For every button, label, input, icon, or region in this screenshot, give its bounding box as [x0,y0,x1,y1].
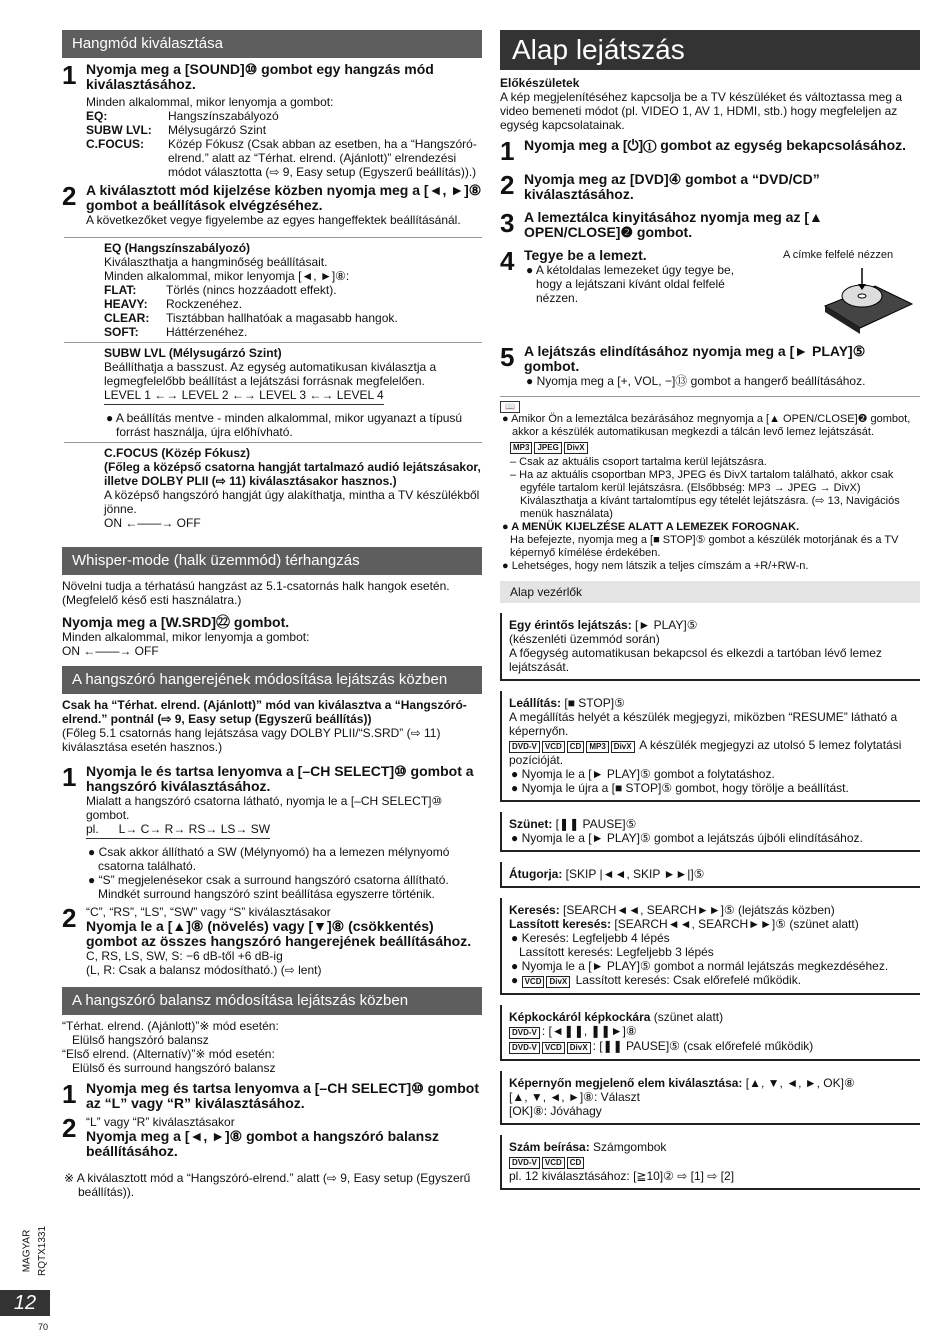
control-bullet: ● Nyomja le újra a [■ STOP]⑤ gombot, hogy törölje a beállítást. [511,781,849,795]
control-number: Szám beírása: Számgombok DVD-V VCD CD pl. 12 kiválasztásához: [≧10]② ⇨ [1] ⇨ [2] [500,1135,920,1190]
control-skip: Átugorja: [SKIP |◄◄, SKIP ►►|]⑤ [500,862,920,888]
disc-caption: A címke felfelé nézzen [783,249,894,261]
balance-line: “Térhat. elrend. (Ajánlott)”※ mód esetén: [62,1019,279,1033]
level-cycle: LEVEL 1 ←→ LEVEL 2 ←→ LEVEL 3 ←→ LEVEL 4 [104,388,384,405]
on-off-toggle-text: ON ←——→ OFF [104,516,201,530]
step-1-balance [62,1081,482,1111]
box-bold-text: (Főleg a középső csatorna hangját tartalmazó audió lejátszásakor, illetve DOLBY PLII (⇨ 11) kiválasztásakor hasznos.) [104,460,481,488]
step-number: 1 [500,136,515,166]
control-bullet: ● Keresés: Legfeljebb 4 lépés [511,931,670,945]
side-label [21,1220,54,1282]
section-title-sound-mode: Hangmód kiválasztása [62,30,482,58]
volume-condition: Csak ha “Térhat. elrend. (Ajánlott)” mód van kiválasztva a “Hangszóró-elrend.” pontnál (⇨ 9, Easy setup (Egyszerű beállítás)) [62,698,467,726]
balance-line: Elülső hangszóró balansz [72,1033,209,1047]
box-text: Minden alkalommal, mikor lenyomja [◄, ►]⑧: [104,269,350,283]
box-title: EQ (Hangszínszabályozó) [104,241,251,255]
control-text: A megállítás helyét a készülék megjegyzi, miközben “RESUME” látható a képernyőn. [509,710,898,738]
step-number: 1 [62,1079,77,1109]
eq-row: HEAVY: Rockzenéhez. [104,297,243,311]
eq-box [64,237,482,342]
cfocus-box [64,442,482,533]
disc-tray-illustration [820,266,915,336]
mode-row-cfocus: C.FOCUS: Közép Fókusz (Csak abban az esetben, ha a “Hangszóró-elrend.” alatt az “Térhat. elrend. (Ajánlott)” elrendezési módot választotta (⇨ 9, Easy setup (Egyszerű beállítás)).) [86,137,477,179]
section-title-whisper: Whisper-mode (halk üzemmód) térhangzás [62,547,482,575]
eq-row: SOFT: Háttérzenéhez. [104,325,248,339]
step-2-volume [62,905,482,977]
step-bullet: ● “S” megjelenésekor csak a surround hangszóró csatorna állítható. Mindkét surround hangszóró szint beállítása egyszerre történik. [88,873,449,901]
box-text: A középső hangszóró hangját úgy alakíthatja, mintha a TV készülékből jönne. [104,488,480,516]
play-step-1 [500,138,920,164]
prep-title: Előkészületek [500,76,580,90]
step-number: 3 [500,208,515,238]
control-stop: Leállítás: [■ STOP]⑤ A megállítás helyét a készülék megjegyzi, miközben “RESUME” látható a képernyőn. DVD-V VCD CD MP3 DivX A készülék megjegyzi az utolsó 5 lemez folytatási pozícióját. ● Nyomja le a [► PLAY]⑤ gombot a folytatáshoz. ● Nyomja le újra a [■ STOP]⑤ gombot, hogy törölje a beállítást. [500,691,920,802]
control-tags-line: ● VCD DivX Lassított keresés: Csak előrefelé működik. [511,973,802,987]
step-1-sound [62,62,482,179]
control-text: (készenléti üzemmód során) [509,632,660,646]
channel-cycle: pl. L→ C→ R→ RS→ LS→ SW [86,822,270,839]
volume-text: (Főleg 5.1 csatornás hang lejátszása vagy DOLBY PLII/“S.SRD” (⇨ 11) kiválasztása esetén hasznos.) [62,726,441,754]
language-label: MAGYAR [21,1229,33,1273]
step-number: 2 [62,1113,77,1143]
step-bullet: ● Nyomja meg a [+, VOL, −]⑬ gombot a hangerő beállításához. [526,374,866,388]
play-step-3 [500,210,920,240]
notes-block [500,396,920,573]
step-text: Mialatt a hangszóró csatorna látható, nyomja le a [–CH SELECT]⑩ gombot. [86,794,443,822]
note-text: Ha befejezte, nyomja meg a [■ STOP]⑤ gombot a készülék motorjának és a TV képernyő kímélése érdekében. [510,534,899,559]
eq-row: FLAT: Törlés (nincs hozzáadott effekt). [104,283,337,297]
mode-row-subw: SUBW LVL: Mélysugárzó Szint [86,123,267,137]
box-bullet: ● A beállítás mentve - minden alkalommal, mikor ugyanazt a típusú forrást használja, újra előhívható. [106,411,463,439]
step-2-balance [62,1115,482,1159]
play-step-5 [500,344,920,388]
control-text: [▲, ▼, ◄, ►]⑧: Választ [509,1090,640,1104]
step-heading: A lemeztálca kinyitásához nyomja meg az [▲ OPEN/CLOSE]❷ gombot. [524,209,823,240]
book-icon: 📖 [500,401,520,413]
step-1-volume [62,764,482,901]
footnote: ※ A kiválasztott mód a “Hangszóró-elrend.” alatt (⇨ 9, Easy setup (Egyszerű beállítás)). [64,1171,471,1199]
step-number: 2 [500,170,515,200]
step-pre: “L” vagy “R” kiválasztásakor [86,1115,235,1129]
play-step-2 [500,172,920,202]
control-bullet: ● Nyomja le a [► PLAY]⑤ gombot a lejátszás újbóli elindításához. [511,831,863,845]
section-title-volume: A hangszóró hangerejének módosítása lejátszás közben [62,666,482,694]
format-tag: JPEG [534,442,561,454]
whisper-toggle-text: ON ←——→ OFF [62,644,159,658]
right-column [500,30,920,1190]
section-title-balance: A hangszóró balansz módosítása lejátszás közben [62,987,482,1015]
step-heading: Nyomja le a [▲]⑧ (növelés) vagy [▼]⑧ (csökkentés) gombot az összes hangszóró hangerejének beállításához. [86,918,472,949]
control-text: [OK]⑧: Jóváhagy [509,1104,602,1118]
note-tags [500,441,920,454]
control-bullet: ● Nyomja le a [► PLAY]⑤ gombot a normál lejátszás megkezdéséhez. [511,959,889,973]
page-number: 12 [0,1290,50,1316]
step-text: A következőket vegye figyelembe az egyes hangeffektek beállításánál. [86,213,461,227]
prep-text: A kép megjelenítéséhez kapcsolja be a TV készüléket és változtassa meg a video bemeneti módot (pl. VIDEO 1, AV 1, HDMI, stb.) hogy megfeleljen az egység kapcsolatainak. [500,90,903,132]
step-heading: Nyomja meg a [⏻]① gombot az egység bekapcsolásához. [524,137,907,153]
step-heading: Nyomja meg a [◄, ►]⑧ gombot a hangszóró balansz beállításához. [86,1128,439,1159]
control-search: Keresés: [SEARCH◄◄, SEARCH►►]⑤ (lejátszás közben) Lassított keresés: [SEARCH◄◄, SEARCH►►]⑤ (szünet alatt) ● Keresés: Legfeljebb 4 lépés Lassított keresés: Legfeljebb 3 lépés ● Nyomja le a [► PLAY]⑤ gombot a normál lejátszás megkezdéséhez. ● VCD DivX Lassított keresés: Csak előrefelé működik. [500,898,920,995]
control-text: Lassított keresés: Legfeljebb 3 lépés [519,945,714,959]
box-text: Beállíthatja a basszust. Az egység automatikusan kiválasztja a legmegfelelőbb beállítást a lejátszási forrásnak megfelelően. [104,360,437,388]
step-heading: Tegye be a lemezt. [524,247,647,263]
step-2-sound [62,183,482,227]
control-select: Képernyőn megjelenő elem kiválasztása: [▲, ▼, ◄, ►, OK]⑧ [▲, ▼, ◄, ►]⑧: Választ [OK]⑧: Jóváhagy [500,1071,920,1125]
step-text: (L, R: Csak a balansz módosítható.) (⇨ lent) [86,963,322,977]
step-bullet: ● A kétoldalas lemezeket úgy tegye be, hogy a lejátszani kívánt oldal felfelé nézzen. [526,263,735,305]
mode-row-eq: EQ: Hangszínszabályozó [86,109,279,123]
step-number: 2 [62,181,77,211]
controls-title: Alap vezérlők [500,581,920,603]
note-item: ● Lehetséges, hogy nem látszik a teljes címszám a +R/+RW-n. [502,560,809,572]
page-title: Alap lejátszás [500,30,920,70]
balance-line: Elülső és surround hangszóró balansz [72,1061,276,1075]
format-tag: MP3 [510,442,532,454]
step-heading: Nyomja le és tartsa lenyomva a [–CH SELECT]⑩ gombot a hangszóró kiválasztásához. [86,763,474,794]
eq-row: CLEAR: Tisztábban hallhatóak a magasabb hangok. [104,311,398,325]
whisper-heading: Nyomja meg a [W.SRD]㉒ gombot. [62,614,290,630]
whisper-text: Növelni tudja a térhatású hangzást az 5.1-csatornás halk hangok esetén. (Megfelelő késő esti használatra.) [62,579,450,607]
play-step-4 [500,248,920,340]
note-dash: – Csak az aktuális csoport tartalma kerül lejátszásra. [510,456,767,468]
step-number: 2 [62,903,77,933]
box-text: Kiválaszthatja a hangminőség beállításait. [104,255,328,269]
whisper-line: Minden alkalommal, mikor lenyomja a gombot: [62,630,310,644]
step-text: Minden alkalommal, mikor lenyomja a gombot: [86,95,334,109]
control-tags-line: DVD-V VCD CD MP3 DivX A készülék megjegyzi az utolsó 5 lemez folytatási pozícióját. [509,738,902,767]
control-pause: Szünet: [❚❚ PAUSE]⑤ ● Nyomja le a [► PLAY]⑤ gombot a lejátszás újbóli elindításához. [500,812,920,852]
step-heading: Nyomja meg a [SOUND]⑩ gombot egy hangzás mód kiválasztásához. [86,61,434,92]
step-bullet: ● Csak akkor állítható a SW (Mélynyomó) ha a lemezen mélynyomó csatorna található. [88,845,450,873]
step-pre: “C”, “RS”, “LS”, “SW” vagy “S” kiválasztásakor [86,905,331,919]
step-number: 1 [62,60,77,90]
step-heading: Nyomja meg az [DVD]④ gombot a “DVD/CD” kiválasztásához. [524,171,820,202]
box-title: C.FOCUS (Közép Fókusz) [104,446,250,460]
format-tag: DivX [564,442,588,454]
step-number: 1 [62,762,77,792]
control-one-touch: Egy érintős lejátszás: [► PLAY]⑤ (készenléti üzemmód során) A főegység automatikusan bekapcsol és elkezdi a tartóban lévő lemez lejátszását. [500,613,920,681]
model-code: RQTX1331 [37,1225,49,1277]
step-number: 4 [500,246,515,276]
control-bullet: ● Nyomja le a [► PLAY]⑤ gombot a folytatáshoz. [511,767,775,781]
step-heading: Nyomja meg és tartsa lenyomva a [–CH SELECT]⑩ gombot az “L” vagy “R” kiválasztásához. [86,1080,479,1111]
small-page-number: 70 [38,1322,49,1332]
balance-line: “Első elrend. (Alternatív)”※ mód esetén: [62,1047,275,1061]
note-dash: – Ha az aktuális csoportban MP3, JPEG és DivX tartalom található, akkor csak egyféle tartalom kerül lejátszásra. (Elsőbbség: MP3 → JPEG → DivX) Kiválaszthatja a kívánt tartalomtípus egy tételét lejátszásra. (⇨ 13, Navigációs menük használata) [510,469,900,520]
step-number: 5 [500,342,515,372]
note-item: ● A MENÜK KIJELZÉSE ALATT A LEMEZEK FOROGNAK. [502,521,800,533]
left-column [62,30,482,1199]
step-text: C, RS, LS, SW, S: −6 dB-től +6 dB-ig [86,949,283,963]
box-title: SUBW LVL (Mélysugárzó Szint) [104,346,282,360]
step-heading: A kiválasztott mód kijelzése közben nyomja meg a [◄, ►]⑧ gombot a beállítások elvégzéséhez. [86,182,482,213]
control-text: pl. 12 kiválasztásához: [≧10]② ⇨ [1] ⇨ [2] [509,1169,735,1183]
control-text: A főegység automatikusan bekapcsol és elkezdi a tartóban lévő lemez lejátszását. [509,646,882,674]
subw-box [64,342,482,442]
note-item: ● Amikor Ön a lemeztálca bezárásához megnyomja a [▲ OPEN/CLOSE]❷ gombot, akkor a készülék automatikusan megkezdi a tálcán levő lemez lejátszását. [502,413,911,438]
control-frame: Képkockáról képkockára (szünet alatt) DVD-V : [◄❚❚, ❚❚►]⑧ DVD-V VCD DivX : [❚❚ PAUSE]⑤ (csak előrefelé működik) [500,1005,920,1061]
step-heading: A lejátszás elindításához nyomja meg a [► PLAY]⑤ gombot. [524,343,866,374]
